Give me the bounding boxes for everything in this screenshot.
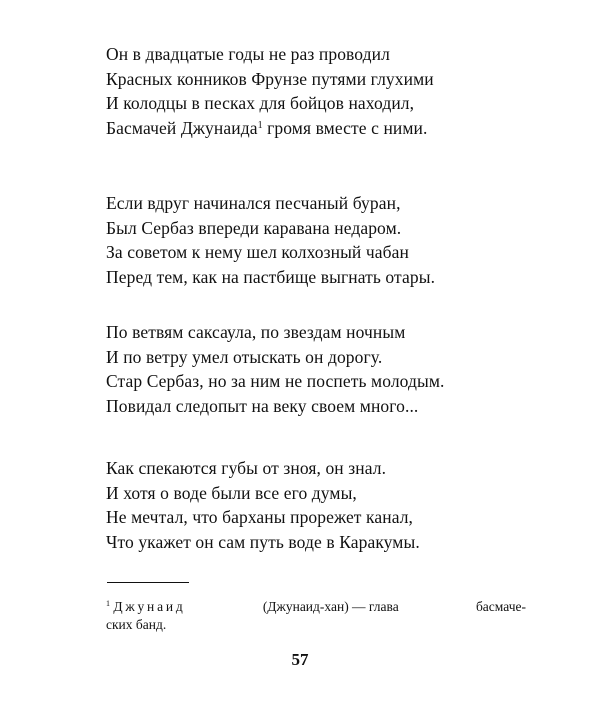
verse-line: Стар Сербаз, но за ним не поспеть молодым. [106, 371, 445, 391]
verse-line: Перед тем, как на пастбище выгнать отары. [106, 266, 436, 287]
footnote-gloss: (Джунаид-хан) — глава [262, 599, 399, 614]
footnote-headword: Джунаид [113, 599, 186, 614]
footnote-tail: басмаче- [475, 599, 526, 614]
verse-line: Не мечтал, что барханы прорежет канал, [106, 507, 414, 527]
verse-line: Был Сербаз впереди каравана недаром. [106, 217, 402, 238]
footnote-marker: 1 [106, 599, 110, 608]
verse-line: Повидал следопыт на веку своем много... [106, 395, 419, 416]
verse-line: И хотя о воде были все его думы, [106, 482, 357, 503]
footnote [106, 598, 526, 634]
verse-line: За советом к нему шел колхозный чабан [106, 242, 409, 262]
footnote-reference[interactable]: 1 [257, 119, 263, 131]
stanza-1 [106, 42, 576, 140]
footnote-first-line [106, 598, 526, 616]
verse-line: И по ветру умел отыскать он дорогу. [106, 346, 383, 367]
verse-line: Как спекаются губы от зноя, он знал. [106, 458, 387, 478]
stanza-2 [106, 191, 576, 289]
footnote-continuation: ских банд. [106, 617, 167, 632]
footnote-headword-group [106, 598, 186, 616]
page-number: 57 [291, 650, 309, 669]
verse-line: Он в двадцатые годы не раз проводил [106, 44, 390, 64]
verse-line-part: Басмачей Джунаида [106, 117, 258, 138]
footnote-divider [107, 582, 189, 583]
verse-line: Что укажет он сам путь воде в Каракумы. [106, 531, 420, 552]
verse-line-part: громя вместе с ними. [267, 117, 428, 138]
verse-line: И колодцы в песках для бойцов находил, [106, 93, 415, 113]
stanza-4 [106, 456, 576, 554]
verse-line: Красных конников Фрунзе путями глухими [106, 68, 434, 89]
verse-line: Если вдруг начинался песчаный буран, [106, 193, 401, 213]
verse-line-with-footnote [106, 116, 576, 141]
stanza-3 [106, 320, 576, 418]
verse-line: По ветвям саксаула, по звездам ночным [106, 322, 406, 342]
